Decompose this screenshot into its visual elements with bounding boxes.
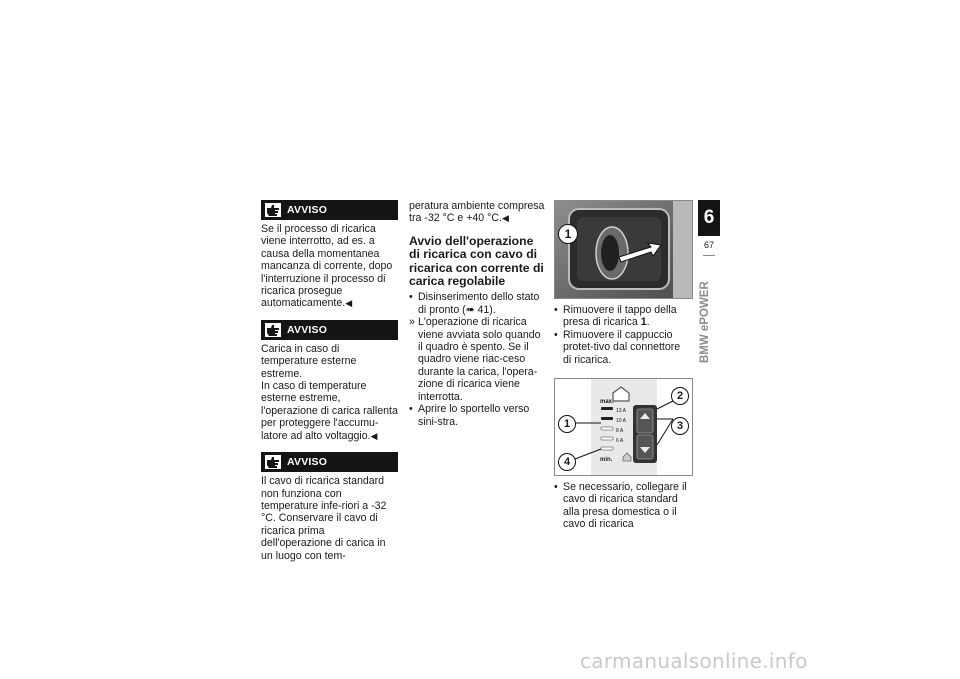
max-label: max. <box>600 399 614 406</box>
list-item: » L'operazione di ricarica viene avviata solo quando il quadro è spento. Se il quadro viene riac-ceso durante la carica, l'opera-zione di ricarica viene interrotta. <box>409 316 541 403</box>
callout-3: 3 <box>671 417 689 435</box>
warning-block <box>261 452 398 562</box>
end-marker: ◀ <box>345 298 353 309</box>
warning-text: Il cavo di ricarica standard non funziona con temperature infe-riori a -32 °C. Conservare il cavo di ricarica prima dell'operazione di carica in un luogo con tem- <box>261 475 387 562</box>
list-item: • Aprire lo sportello verso sini-stra. <box>409 403 530 428</box>
callout-1: 1 <box>558 224 578 244</box>
pointing-hand-icon <box>265 323 281 337</box>
tab-divider <box>703 255 715 256</box>
pointing-hand-icon <box>265 203 281 217</box>
warning-label: AVVISO <box>287 455 328 468</box>
section-title: BMW ePOWER <box>699 281 711 363</box>
instruction-list <box>409 291 546 427</box>
callout-2: 2 <box>671 387 689 405</box>
column-figures <box>554 200 691 531</box>
current-6a: 6 A <box>616 438 624 445</box>
column-warnings <box>261 200 398 572</box>
instruction-list <box>554 304 691 366</box>
list-item: • Rimuovere il cappuccio protet-tivo dal connettore di ricarica. <box>554 328 681 366</box>
section-heading: Avvio dell'operazione di ricarica con cavo di ricarica con corrente di carica regolabile <box>409 233 544 289</box>
continued-text: peratura ambiente compresa tra -32 °C e +40 °C.◀ <box>409 200 545 225</box>
current-8a: 8 A <box>616 428 624 435</box>
pointing-hand-icon <box>265 455 281 469</box>
end-marker: ◀ <box>501 213 509 224</box>
callout-1: 1 <box>558 415 576 433</box>
min-label: min. <box>600 457 613 464</box>
list-item: • Se necessario, collegare il cavo di ricarica standard alla presa domestica o il cavo di ricarica <box>554 481 687 531</box>
warning-text: Carica in caso di temperature esterne estreme. In caso di temperature esterne estreme, l'operazione di carica rallenta per proteggere l'accumu-latore ad alto voltaggio.◀ <box>261 342 398 442</box>
warning-header <box>261 452 398 472</box>
list-item: • Rimuovere il tappo della presa di ricarica 1. <box>554 304 677 329</box>
column-instructions <box>409 200 546 428</box>
page-number: 67 <box>703 240 714 250</box>
warning-block <box>261 320 398 442</box>
list-item: • Disinserimento dello stato di pronto (➠ 41). <box>409 291 540 316</box>
warning-header <box>261 320 398 340</box>
warning-text: Se il processo di ricarica viene interrotto, ad es. a causa della momentanea mancanza di corrente, dopo l'interruzione il processo di ricarica prosegue automaticamente.◀ <box>261 223 393 310</box>
charge-current-selector-figure <box>554 378 693 476</box>
current-10a: 10 A <box>616 418 627 425</box>
end-marker: ◀ <box>370 430 378 441</box>
instruction-list <box>554 481 691 531</box>
chapter-tab: 6 <box>698 200 720 236</box>
callout-4: 4 <box>558 453 576 471</box>
warning-label: AVVISO <box>287 203 328 216</box>
current-13a: 13 A <box>616 408 627 415</box>
warning-label: AVVISO <box>287 323 328 336</box>
watermark: carmanualsonline.info <box>580 649 808 673</box>
warning-header <box>261 200 398 220</box>
warning-block <box>261 200 398 310</box>
charging-socket-figure <box>554 200 693 299</box>
